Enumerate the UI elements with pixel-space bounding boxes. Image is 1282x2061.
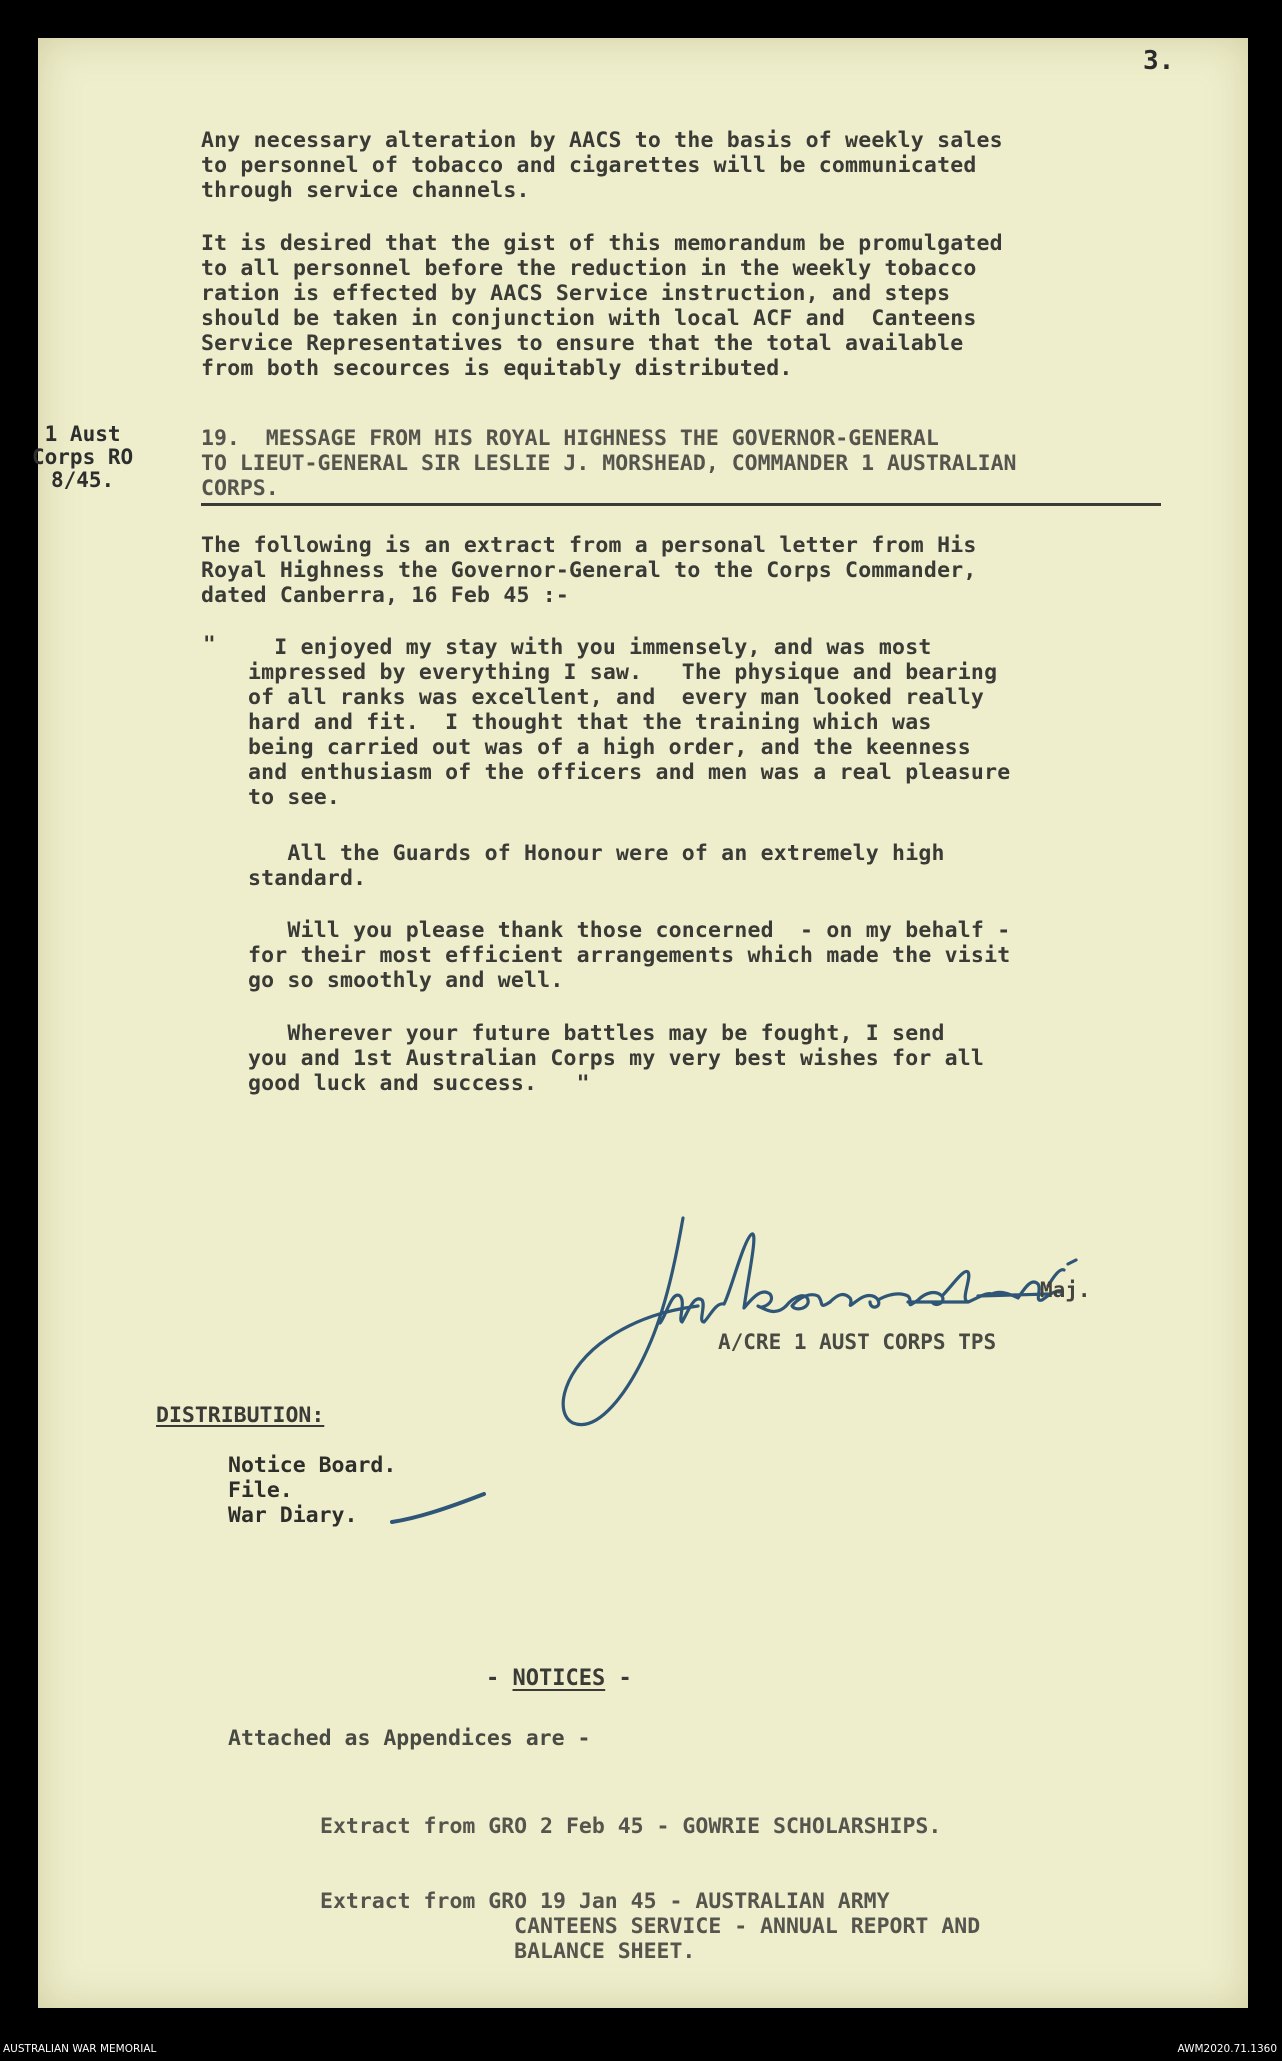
appendix-intro: Attached as Appendices are - <box>228 1726 591 1751</box>
quote-paragraph-thanks: Will you please thank those concerned - on my behalf - for their most efficient arrangements which made the visit go so smoothly and well. <box>248 918 1011 993</box>
open-quote-mark: " <box>203 632 216 656</box>
quote-paragraph-guards: All the Guards of Honour were of an extremely high standard. <box>248 841 945 891</box>
footer-accession-number: AWM2020.71.1360 <box>1177 2043 1277 2055</box>
heading-underline <box>201 503 1161 506</box>
handwritten-signature <box>548 1198 1148 1458</box>
notices-dash-left: - <box>486 1666 513 1691</box>
footer-source-label: AUSTRALIAN WAR MEMORIAL <box>3 2043 157 2055</box>
quote-paragraph-stay: I enjoyed my stay with you immensely, and was most impressed by everything I saw. The physique and bearing of all ranks was excellent, and every man looked really hard and fit. I thought that the training which was being carried out was of a high order, and the keenness and enthusiasm of the officers and men was a real pleasure to see. <box>248 635 1011 810</box>
distribution-list <box>228 1453 396 1528</box>
appendix-item: Extract from GRO 2 Feb 45 - GOWRIE SCHOLARSHIPS. <box>320 1814 942 1839</box>
page-number: 3. <box>1143 46 1175 76</box>
intro-paragraph: The following is an extract from a personal letter from His Royal Highness the Governor-General to the Corps Commander, dated Canberra, 16 Feb 45 :- <box>201 533 977 608</box>
appendix-item: Extract from GRO 19 Jan 45 - AUSTRALIAN ARMY CANTEENS SERVICE - ANNUAL REPORT AND BALANCE SHEET. <box>320 1889 981 1964</box>
notices-heading <box>486 1666 632 1691</box>
distribution-item: War Diary. <box>228 1503 358 1528</box>
section-heading: 19. MESSAGE FROM HIS ROYAL HIGHNESS THE GOVERNOR-GENERAL TO LIEUT-GENERAL SIR LESLIE J. MORSHEAD, COMMANDER 1 AUSTRALIAN CORPS. <box>201 426 1017 501</box>
distribution-item: Notice Board. <box>228 1453 397 1478</box>
handwritten-tick-mark <box>388 1488 488 1528</box>
paragraph-memorandum-gist: It is desired that the gist of this memorandum be promulgated to all personnel before the reduction in the weekly tobacco ration is effected by AACS Service instruction, and steps should be taken in conjunction with local ACF and Canteens Service Representatives to ensure that the total available from both secources is equitably distributed. <box>201 231 1003 381</box>
notices-title: NOTICES <box>512 1666 606 1691</box>
signature-title: A/CRE 1 AUST CORPS TPS <box>718 1330 997 1354</box>
notices-dash-right: - <box>605 1666 632 1691</box>
signature-rank: Maj. <box>1040 1278 1091 1302</box>
distribution-item: File. <box>228 1478 293 1503</box>
distribution-heading: DISTRIBUTION: <box>156 1403 325 1428</box>
margin-reference: 1 Aust Corps RO 8/45. <box>32 422 134 492</box>
paragraph-tobacco-sales: Any necessary alteration by AACS to the basis of weekly sales to personnel of tobacco and cigarettes will be communicated through service channels. <box>201 128 1003 203</box>
appendix-list <box>320 1764 980 2014</box>
document-page <box>32 38 1248 2008</box>
quote-paragraph-wishes: Wherever your future battles may be fought, I send you and 1st Australian Corps my very best wishes for all good luck and success. " <box>248 1021 985 1096</box>
